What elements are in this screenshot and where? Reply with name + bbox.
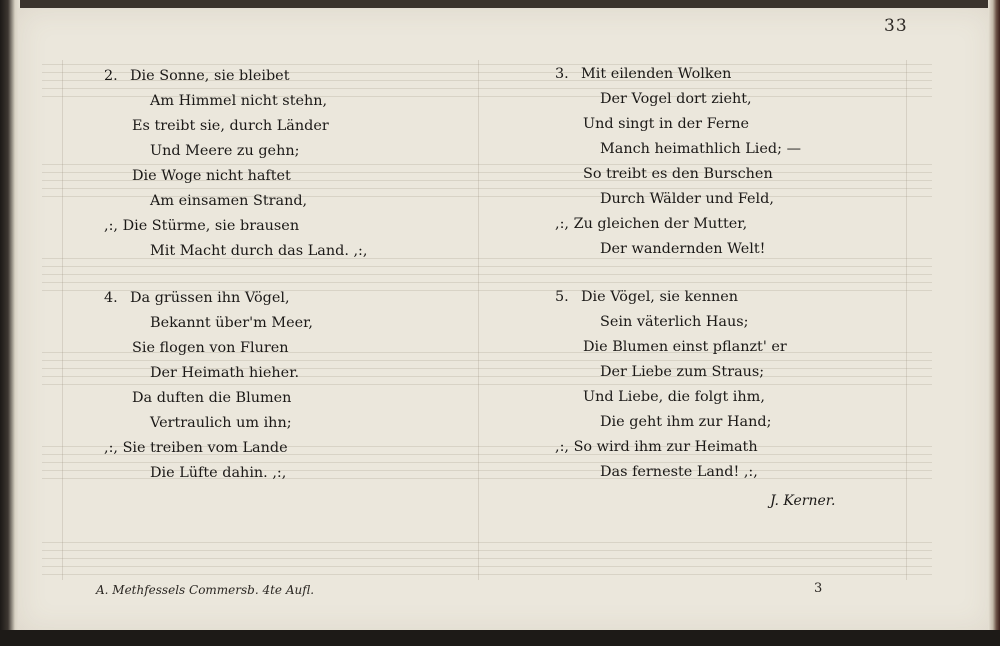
stanza-number: 3. (555, 66, 569, 82)
stanza-line: Die Blumen einst pflanzt' er (583, 339, 787, 355)
stanza-line: Am einsamen Strand, (150, 193, 308, 209)
stanza-5 (555, 285, 787, 485)
stanza-line: Und Meere zu gehn; (150, 143, 300, 159)
page-number: 33 (884, 16, 908, 36)
stanza-line: Die geht ihm zur Hand; (600, 414, 772, 430)
stanza-number: 5. (555, 289, 569, 305)
stanza-line: So treibt es den Burschen (583, 166, 773, 182)
stanza-line: Vertraulich um ihn; (150, 415, 292, 431)
scan-bottom-border (0, 630, 1000, 646)
stanza-line: ,:, So wird ihm zur Heimath (555, 439, 758, 455)
stanza-line: ,:, Sie treiben vom Lande (104, 440, 288, 456)
stanza-line: Der wandernden Welt! (600, 241, 766, 257)
stanza-line: Bekannt über'm Meer, (150, 315, 313, 331)
bleed-through-barline (906, 60, 907, 580)
stanza-line: Der Heimath hieher. (150, 365, 300, 381)
stanza-2 (104, 64, 367, 264)
stanza-line: Sie flogen von Fluren (132, 340, 289, 356)
stanza-number: 2. (104, 68, 118, 84)
stanza-line: Das ferneste Land! ,:, (600, 464, 758, 480)
stanza-line: Der Vogel dort zieht, (600, 91, 752, 107)
stanza-line: Durch Wälder und Feld, (600, 191, 774, 207)
author-signature: J. Kerner. (770, 493, 836, 509)
book-left-edge (0, 0, 20, 646)
bleed-through-barline (478, 60, 479, 580)
stanza-line (104, 64, 367, 89)
stanza-4 (104, 286, 313, 486)
book-right-edge (988, 0, 1000, 646)
stanza-line-text: Die Sonne, sie bleibet (130, 68, 290, 84)
stanza-line: Sein väterlich Haus; (600, 314, 749, 330)
stanza-number: 4. (104, 290, 118, 306)
stanza-line: Und Liebe, die folgt ihm, (583, 389, 765, 405)
stanza-line: Der Liebe zum Straus; (600, 364, 765, 380)
stanza-line (104, 286, 313, 311)
stanza-line: Und singt in der Ferne (583, 116, 750, 132)
stanza-line-text: Mit eilenden Wolken (581, 66, 732, 82)
sheet-signature-mark: 3 (814, 581, 823, 596)
stanza-line: Die Lüfte dahin. ,:, (150, 465, 287, 481)
stanza-line: Die Woge nicht haftet (132, 168, 291, 184)
stanza-3 (555, 62, 801, 262)
stanza-line: ,:, Zu gleichen der Mutter, (555, 216, 748, 232)
bleed-through-barline (62, 60, 63, 580)
stanza-line: Mit Macht durch das Land. ,:, (150, 243, 368, 259)
stanza-line (555, 62, 801, 87)
bleed-through-staff (42, 542, 932, 576)
footer-source-note: A. Methfessels Commersb. 4te Aufl. (96, 583, 315, 597)
stanza-line (555, 285, 787, 310)
stanza-line-text: Die Vögel, sie kennen (581, 289, 739, 305)
stanza-line-text: Da grüssen ihn Vögel, (130, 290, 290, 306)
stanza-line: Am Himmel nicht stehn, (150, 93, 328, 109)
stanza-line: Da duften die Blumen (132, 390, 292, 406)
stanza-line: ,:, Die Stürme, sie brausen (104, 218, 300, 234)
stanza-line: Es treibt sie, durch Länder (132, 118, 329, 134)
stanza-line: Manch heimathlich Lied; — (600, 141, 801, 157)
